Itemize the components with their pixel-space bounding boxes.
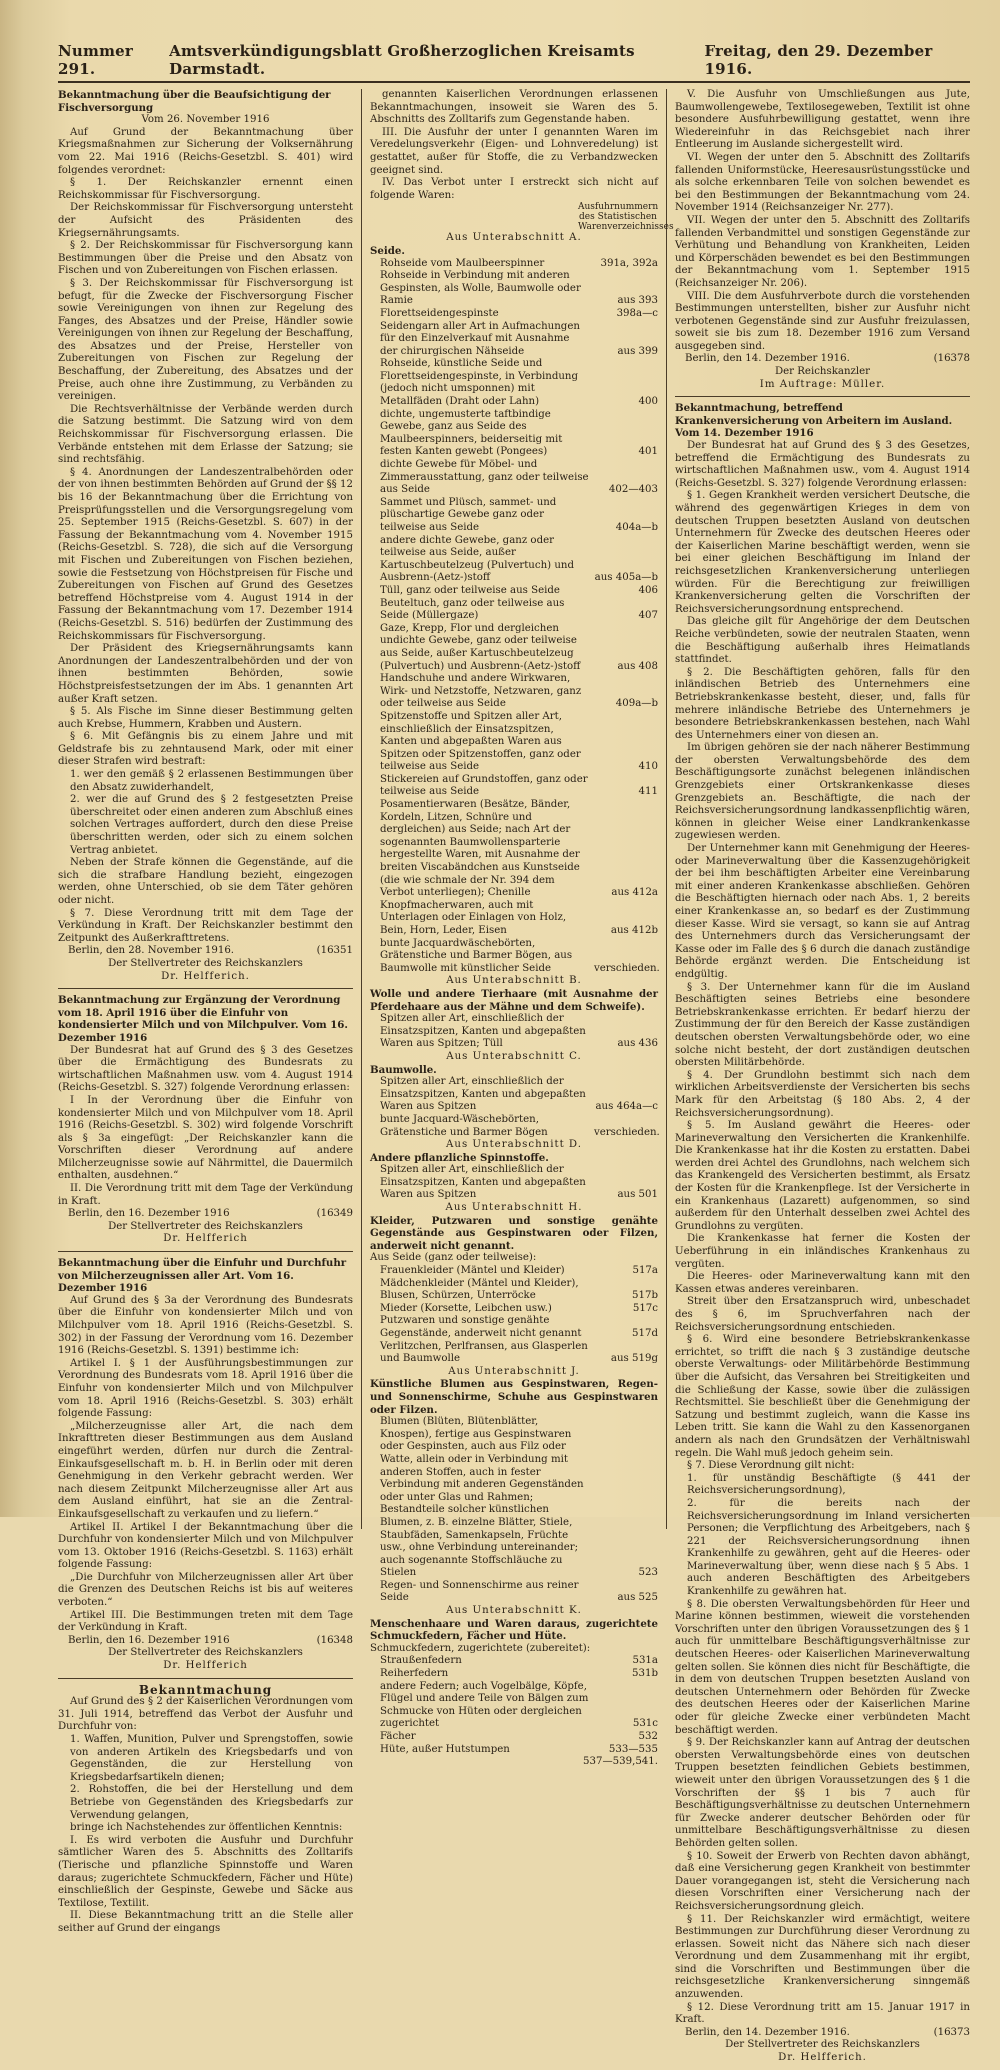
article-title: Bekanntmachung über die Einfuhr und Durchfuhr von Milcherzeugnissen aller Art. Vom 16. Dezember 1916 <box>58 1257 347 1295</box>
table-row <box>370 1076 658 1114</box>
table-row <box>370 1681 658 1731</box>
paragraph: Artikel II. Artikel I der Bekanntmachung über die Durchfuhr von kondensierter Milch und von Milchpulver vom 13. Oktober 1916 (Reichs-Gesetzbl. S. 1163) erhält folgende Fassung: <box>58 1521 353 1571</box>
signature-title: Der Reichskanzler <box>774 366 871 378</box>
item-description: dichte Gewebe für Möbel- und Zimmerausstattung, ganz oder teilweise aus Seide <box>380 459 589 496</box>
table-row <box>370 270 658 308</box>
item-description: bunte Jacquardwäschebörten, Grätenstiche und Barmer Bögen, aus Baumwolle mit künstlicher Seide <box>380 937 573 974</box>
table-row <box>370 598 658 623</box>
export-number: aus 501 <box>617 1189 658 1201</box>
table-row <box>370 1278 658 1303</box>
signature-title: Der Stellvertreter des Reichskanzlers <box>108 1220 303 1232</box>
table-row <box>370 1114 658 1139</box>
item-description: Gaze, Krepp, Flor und dergleichen undichte Gewebe, ganz oder teilweise aus Seide, außer Kartuschbeutelzeug (Pulvertuch) und Ausbrenn-(Aetz-)stoff <box>380 622 581 672</box>
paragraph: bringe ich Nachstehendes zur öffentlichen Kenntnis: <box>70 1822 343 1834</box>
export-number: aus 405a—b <box>594 572 658 584</box>
export-number: verschieden. <box>594 1126 660 1138</box>
table-row <box>370 711 658 774</box>
item-description: Rohseide in Verbindung mit anderen Gespinsten, als Wolle, Baumwolle oder Ramie <box>380 270 581 307</box>
gazette-title: Amtsverkündigungsblatt Großherzoglichen Kreisamts Darmstadt. <box>169 42 635 78</box>
paragraph: § 8. Die obersten Verwaltungsbehörden für Heer und Marine können bestimmen, wieweit die vorstehenden Vorschriften unter den übrigen Voraussetzungen des § 1 auch für unmittelbare Beschäftigungsverhältnisse zur deutschen Heeres- oder Kaiserlichen Marineverwaltung gelten sollen. Sie können dies nicht für Beschäftigte, die in dem von deutschen Truppen besetzten Ausland von deutschen Unternehmern oder Behörden für Zwecke des deutschen Heeres oder der Kaiserlichen Marine oder für gleiche Zwecke einer verbündeten Macht beschäftigt werden. <box>675 1598 970 1736</box>
column-2 <box>362 89 674 1768</box>
item-description: Reiherfedern <box>380 1668 449 1680</box>
column-3 <box>667 89 970 2064</box>
article-title: Bekanntmachung <box>138 1682 273 1697</box>
export-number: aus 412b <box>610 925 658 936</box>
paragraph: § 11. Der Reichskanzler wird ermächtigt, weitere Bestimmungen zur Durchführung dieser Verordnung zu erlassen. Soweit nicht das Nähere sich nach dieser Verordnung und dem Zusammenhang mit ihr ergibt, sind die Vorschriften und Bestimmungen über die reichsgesetzliche Krankenversicherung sinngemäß anzuwenden. <box>675 1913 970 2001</box>
paragraph: III. Die Ausfuhr der unter I genannten Waren im Veredelungsverkehr (Eigen- und Lohnveredelung) ist gestattet, außer für Stoffe, die zu Verbandzwecken geeignet sind. <box>370 126 658 176</box>
subgroup-heading: Schmuckfedern, zugerichtete (zubereitet): <box>370 1642 591 1654</box>
table-row <box>370 1580 658 1605</box>
table-row <box>370 321 658 359</box>
export-number: aus 519g <box>610 1353 658 1365</box>
table-row <box>370 1668 658 1681</box>
table-rows-feathers <box>370 1655 658 1756</box>
place-date-line <box>58 1208 353 1221</box>
item-description: Fächer <box>380 1731 416 1742</box>
export-number: 531b <box>632 1668 658 1680</box>
signature-name: Dr. Helfferich <box>163 1233 248 1245</box>
table-rows-wool <box>370 1013 658 1051</box>
export-number: 532 <box>638 1731 658 1742</box>
reference-number: (16373 <box>933 2026 970 2038</box>
paragraph: § 9. Der Reichskanzler kann auf Antrag der deutschen obersten Verwaltungsbehörde eines von deutschen Truppen besetzten feindlichen Gebiets bestimmen, wieweit unter den übrigen Voraussetzungen des § 1 die Vorschriften der §§ 1 bis 7 auch für Beschäftigungsverhältnisse zu deutschen Unternehmern für Zwecke anderer deutscher Behörden oder für unmittelbare Beschäftigungsverhältnisse zu diesen Behörden gelten sollen. <box>675 1737 970 1849</box>
item-description: Mieder (Korsette, Leibchen usw.) <box>380 1302 552 1314</box>
table-row <box>370 535 658 585</box>
table-row <box>370 1416 658 1580</box>
item-description: Mädchenkleider (Mäntel und Kleider), Blusen, Schürzen, Unterröcke <box>380 1277 579 1302</box>
export-number: 523 <box>638 1567 658 1579</box>
export-number: 411 <box>638 786 658 798</box>
paragraph: Der Präsident des Kriegsernährungsamts kann Anordnungen der Landeszentralbehörden und der von ihnen bestimmten Behörden, sowie Höchstpreisfestsetzungen der im Abs. 1 genannten Art außer Kraft setzen. <box>58 643 353 705</box>
table-row <box>370 673 658 711</box>
section-heading: Aus Unterabschnitt C. <box>446 1050 582 1062</box>
subgroup-heading: Aus Seide (ganz oder teilweise): <box>370 1252 537 1264</box>
article-date: Vom 26. November 1916 <box>141 114 270 126</box>
paragraph: § 7. Diese Verordnung gilt nicht: <box>687 1460 855 1472</box>
table-rows-plant-fibres <box>370 1164 658 1202</box>
goods-list <box>58 1734 353 1822</box>
paragraph: § 5. Im Ausland gewährt die Heeres- oder Marineverwaltung den Versicherten die Krankenhilfe. Die Krankenkasse hat ihr die Kosten zu erstatten. Dabei werden drei Achtel des Grundlohns, nach welchem sich das Krankengeld des Versicherten bestimmt, als Ersatz der Kosten für die Krankenpflege. Ist der Versicherte in ein Krankenhaus (Lazarett) aufgenommen, so sind außerdem für den Unterhalt desselben zwei Achtel des Grundlohns zu vergüten. <box>675 1120 970 1232</box>
item-description: Posamentierwaren (Besätze, Bänder, Kordeln, Litzen, Schnüre und dergleichen) aus Seide; nach Art der sogenannten Baumwollensparterie hergestellte Waren, mit Ausnahme der breiten Viscabändchen aus Kunstseide (die wie schmale der Nr. 394 dem Verbot unterliegen); Chenille <box>380 799 580 899</box>
item-description: Stickereien auf Grundstoffen, ganz oder teilweise aus Seide <box>380 773 588 798</box>
item-description: Knopfmacherwaren, auch mit Unterlagen oder Einlagen von Holz, Bein, Horn, Leder, Eisen <box>380 899 567 936</box>
paragraph: Streit über den Ersatzanspruch wird, unbeschadet des § 6, im Spruchverfahren nach der Reichsversicherungsordnung entschieden. <box>675 1296 970 1333</box>
paragraph: Der Reichskommissar für Fischversorgung untersteht der Aufsicht des Präsidenten des Kriegsernährungsamts. <box>58 202 353 239</box>
export-number: 517b <box>632 1290 658 1302</box>
table-row <box>370 1655 658 1668</box>
export-number: 401 <box>638 446 658 458</box>
list-item: 1. für unständig Beschäftigte (§ 441 der Reichsversicherungsordnung), <box>687 1472 970 1497</box>
paragraph: II. Die Verordnung tritt mit dem Tage der Verkündung in Kraft. <box>58 1183 353 1207</box>
paragraph: I In der Verordnung über die Einfuhr von kondensierter Milch und von Milchpulver vom 18. April 1916 (Reichs-Gesetzbl. S. 302) wird folgende Vorschrift als § 3a eingefügt: „Der Reichskanzler kann die Vorschriften dieser Verordnung auf andere Milcherzeugnisse sowie auf Nährmittel, die Dauermilch enthalten, ausdehnen.“ <box>58 1094 353 1182</box>
group-heading: Künstliche Blumen aus Gespinstwaren, Regen- und Sonnenschirme, Schuhe aus Gespinstwaren oder Filzen. <box>370 1378 658 1416</box>
issue-date: Freitag, den 29. Dezember 1916. <box>704 42 933 78</box>
paragraph: Artikel III. Die Bestimmungen treten mit dem Tage der Verkündung in Kraft. <box>58 1609 353 1634</box>
table-row <box>370 799 658 900</box>
table-row <box>370 459 658 497</box>
export-number: aus 412a <box>611 887 658 899</box>
export-number: aus 464a—c <box>595 1101 658 1113</box>
signature-name: Dr. Helfferich. <box>161 970 250 982</box>
paragraph: Die Heeres- oder Marineverwaltung kann mit den Kassen etwas anderes vereinbaren. <box>675 1271 970 1295</box>
paragraph: Auf Grund der Bekanntmachung über Kriegsmaßnahmen zur Sicherung der Volksernährung vom 22. Mai 1916 (Reichs-Gesetzbl. S. 401) wird folgendes verordnet: <box>58 126 353 176</box>
article-milk-products <box>58 1257 353 1679</box>
group-heading: Menschenhaare und Waren daraus, zugerichtete Schmuckfedern, Fächer und Hüte. <box>370 1617 658 1643</box>
table-row <box>370 409 658 459</box>
place-date-line <box>675 2027 970 2040</box>
table-row <box>370 1341 658 1366</box>
section-heading: Aus Unterabschnitt B. <box>446 975 582 987</box>
section-heading: Aus Unterabschnitt A. <box>446 232 582 244</box>
list-item: 2. wer die auf Grund des § 2 festgesetzten Preise überschreitet oder einen anderen zum Abschluß eines solchen Vertrages auffordert, durch den diese Preise überschritten werden, oder sich zu einem solchen Vertrag anbietet. <box>70 794 353 856</box>
penalty-list <box>58 769 353 857</box>
export-number: verschieden. <box>594 962 660 974</box>
column-1 <box>58 89 362 1934</box>
table-row <box>370 1744 658 1757</box>
paragraph: § 4. Der Grundlohn bestimmt sich nach dem wirklichen Arbeitsverdienste der Versicherten bis sechs Mark für den Arbeitstag (§ 180 Abs. 2, 4 der Reichsversicherungsordnung). <box>675 1069 970 1119</box>
item-description: Sammet und Plüsch, sammet- und plüschartige Gewebe ganz oder teilweise aus Seide <box>380 496 557 533</box>
export-number: 406 <box>638 584 658 596</box>
masthead <box>58 42 970 83</box>
table-row <box>370 258 658 271</box>
item-description: bunte Jacquard-Wäschebörten, Grätenstiche und Barmer Bögen <box>380 1113 548 1138</box>
section-heading: Aus Unterabschnitt K. <box>446 1605 582 1617</box>
section-heading: Aus Unterabschnitt J. <box>448 1365 580 1377</box>
table-row <box>370 1013 658 1051</box>
reference-number: (16378 <box>933 353 970 365</box>
last-number: 537—539,541. <box>583 1756 658 1768</box>
item-description: Verlitzchen, Perlfransen, aus Glasperlen und Baumwolle <box>380 1340 588 1365</box>
paragraph: Auf Grund des § 3a der Verordnung des Bundesrats über die Einfuhr von kondensierter Milch und von Milchpulver vom 18. April 1916 (Reichs-Gesetzbl. S. 302) in der Fassung der Verordnung vom 16. Dezember 1916 (Reichs-Gesetzbl. S. 1391) bestimme ich: <box>58 1294 353 1357</box>
place-date: Berlin, den 14. Dezember 1916. <box>685 353 850 365</box>
export-number: 517a <box>632 1265 658 1277</box>
paragraph: VIII. Die dem Ausfuhrverbote durch die vorstehenden Bestimmungen unterstellten, bisher zur Ausfuhr nicht verbotenen Gegenstände sind zur Ausfuhr freizulassen, soweit sie bis zum 18. Dezember 1916 zum Versand ausgegeben sind. <box>675 290 970 352</box>
paragraph: Die Rechtsverhältnisse der Verbände werden durch die Satzung bestimmt. Die Satzung wird von dem Reichskommissar für Fischversorgung erlassen. Die Verbände entstehen mit dem Erlasse der Satzung; sie sind rechtsfähig. <box>58 403 353 466</box>
list-item: 2. Rohstoffen, die bei der Herstellung und dem Betriebe von Gegenständen des Kriegsbedarfs zur Verwendung gelangen, <box>70 1784 353 1821</box>
signature-title: Der Stellvertreter des Reichskanzlers <box>725 2039 920 2051</box>
article-condensed-milk <box>58 994 353 1252</box>
signature-title: Der Stellvertreter des Reichskanzlers <box>108 1647 303 1659</box>
reference-number: (16351 <box>316 945 353 957</box>
signature-name: Im Auftrage: Müller. <box>759 378 886 390</box>
export-number: aus 436 <box>617 1038 658 1050</box>
item-description: Handschuhe und andere Wirkwaren, Wirk- und Netzstoffe, Netzwaren, ganz oder teilweise aus Seide <box>380 673 582 710</box>
paragraph: Der Unternehmer kann mit Genehmigung der Heeres- oder Marineverwaltung über die Kassenzugehörigkeit der bei ihm beschäftigten Arbeiter eine Vereinbarung mit einer anderen Krankenkasse abschließen. Gehören die Beschäftigten hiernach oder nach Abs. 1, 2 bereits einer Krankenkasse an, so bedarf es der Zustimmung dieser Kasse. Wird sie versagt, so kann sie auf Antrag des Unternehmers durch das Versicherungsamt der Kasse oder im Falle des § 6 durch die danach zuständige Behörde ergänzt werden. Die Entscheidung ist endgültig. <box>675 843 970 980</box>
paragraph: Artikel I. § 1 der Ausführungsbestimmungen zur Verordnung des Bundesrats vom 18. April 1916 über die Einfuhr von kondensierter Milch und von Milchpulver vom 18. April 1916 (Reichs-Gesetzbl. S. 303) erhält folgende Fassung: <box>58 1357 353 1420</box>
paragraph: § 1. Der Reichskanzler ernennt einen Reichskommissar für Fischversorgung. <box>58 177 353 201</box>
table-rows-silk <box>370 258 658 976</box>
item-description: Seidengarn aller Art in Aufmachungen für den Einzelverkauf mit Ausnahme der chirurgischen Nähseide <box>380 320 580 357</box>
article-title: Bekanntmachung zur Ergänzung der Verordnung vom 18. April 1916 über die Einfuhr von kondensierter Milch und von Milchpulver. Vom 16. Dezember 1916 <box>58 994 348 1044</box>
export-number: aus 393 <box>617 295 658 307</box>
export-number: 407 <box>638 610 658 622</box>
paragraph: § 3. Der Unternehmer kann für die im Ausland Beschäftigten seines Betriebs eine besondere Betriebskrankenkasse errichten. Er bedarf hierzu der Zustimmung der für den Bereich der Kasse zuständigen deutschen obersten Verwaltungsbehörde oder, wo eine solche nicht besteht, der dort zuständigen deutschen obersten Militärbehörde. <box>675 981 970 1069</box>
article-export-ban-cont <box>675 89 970 397</box>
paragraph: § 3. Der Reichskommissar für Fischversorgung ist befugt, für die Zwecke der Fischversorgung Fischer sowie Vereinigungen von ihnen zur Regelung des Fanges, des Absatzes und der Preise, Händler sowie Vereinigungen von ihnen zur Regelung der Beschaffung, des Absatzes und der Preise, Hersteller von Zubereitungen von Fischen zur Regelung der Beschaffung, der Zubereitung, des Absatzes und der Preise, auch ohne ihre Zustimmung, zu Verbänden zu vereinigen. <box>58 277 353 403</box>
item-description: andere dichte Gewebe, ganz oder teilweise aus Seide, außer Kartuschbeutelzeug (Pulvertuch) und Ausbrenn-(Aetz-)stoff <box>380 534 574 584</box>
item-description: Tüll, ganz oder teilweise aus Seide <box>380 584 560 596</box>
place-date: Berlin, den 28. November 1916. <box>68 945 235 957</box>
table-row <box>370 1315 658 1340</box>
article-fish-supply <box>58 89 353 989</box>
reference-number: (16348 <box>316 1634 353 1646</box>
list-item: 1. wer den gemäß § 2 erlassenen Bestimmungen über den Absatz zuwiderhandelt, <box>70 769 353 793</box>
article-health-insurance <box>675 402 970 2069</box>
table-row <box>370 1265 658 1278</box>
export-number: 404a—b <box>615 522 658 533</box>
paragraph: § 1. Gegen Krankheit werden versichert Deutsche, die während des gegenwärtigen Krieges in dem von deutschen Truppen besetzten Ausland von deutschen Unternehmern für Zwecke des deutschen Heeres oder der Kaiserlichen Marine beschäftigt werden, wenn sie bei einer gleichen Beschäftigung im Inland der reichsgesetzlichen Krankenversicherung unterliegen würden. Für die Berechtigung zur freiwilligen Krankenversicherung gelten die Vorschriften der Reichsversicherungsordnung entsprechend. <box>675 490 970 615</box>
paragraph: § 6. Wird eine besondere Betriebskrankenkasse errichtet, so trifft die nach § 3 zuständige deutsche oberste Verwaltungs- oder Militärbehörde Bestimmung über die Aufsicht, das Versahren bei Streitigkeiten und die Schließung der Kasse, sowie über die zulässigen Rechtsmittel. Sie beschließt über die Genehmigung der Satzung und bestimmt zugleich, wann die Kasse ins Leben tritt. Sie kann die Wahl zu den Kassenorganen andern als nach den Grundsätzen der Verhältniswahl regeln. Die Wahl muß jedoch geheim sein. <box>675 1334 970 1459</box>
place-date-line <box>58 945 353 958</box>
paragraph: § 6. Mit Gefängnis bis zu einem Jahre und mit Geldstrafe bis zu zehntausend Mark, oder mit einer dieser Strafen wird bestraft: <box>58 731 353 768</box>
table-row <box>370 1731 658 1744</box>
group-heading: Baumwolle. <box>370 1063 437 1076</box>
signature-title: Der Stellvertreter des Reichskanzlers <box>108 957 303 969</box>
item-description: Spitzenstoffe und Spitzen aller Art, einschließlich der Einsatzspitzen, Kanten und abgepaßten Waren aus Spitzen oder Spitzenstoffen, ganz oder teilweise aus Seide <box>380 710 581 773</box>
table-row <box>370 585 658 598</box>
paragraph: § 5. Als Fische im Sinne dieser Bestimmung gelten auch Krebse, Hummern, Krabben und Austern. <box>58 706 353 730</box>
export-number: 517c <box>632 1302 658 1314</box>
list-item: 2. für die bereits nach der Reichsversicherungsordnung im Inland versicherten Personen; die Verpflichtung des Arbeitgebers, nach § 221 der Reichsversicherungsordnung ihnen Krankenhilfe zu gewähren, geht auf die Heeres- oder Marineverwaltung über, wenn diese nach § 5 Abs. 1 auch anderen Beschäftigten des Arbeitgebers Krankenhilfe zu gewähren hat. <box>687 1497 970 1598</box>
item-description: andere Federn; auch Vogelbälge, Köpfe, Flügel und andere Teile von Bälgen zum Schmucke von Hüten oder dergleichen zugerichtet <box>380 1680 589 1730</box>
paragraph: § 4. Anordnungen der Landeszentralbehörden oder der von ihnen bestimmten Behörden auf Grund der §§ 12 bis 16 der Bekanntmachung über die Errichtung von Preisprüfungsstellen und die Versorgungsregelung vom 25. September 1915 (Reichs-Gesetzbl. S. 607) in der Fassung der Bekanntmachung vom 4. November 1915 (Reichs-Gesetzbl. S. 728), die sich auf die Versorgung mit Fischen und Zubereitungen von Fischen beziehen, sowie die Festsetzung von Höchstpreisen für Fische und Zubereitungen von Fischen auf Grund des Gesetzes betreffend Höchstpreise vom 4. August 1914 in der Fassung der Bekanntmachung vom 17. Dezember 1914 (Reichs-Gesetzbl. S. 516) bedürfen der Zustimmung des Reichskommissars für Fischversorgung. <box>58 466 353 642</box>
group-heading: Kleider, Putzwaren und sonstige genähte Gegenstände aus Gespinstwaren oder Filzen, anderweit nicht genannt. <box>370 1214 658 1252</box>
item-description: Rohseide vom Maulbeerspinner <box>380 257 545 269</box>
paragraph: Die Krankenkasse hat ferner die Kosten der Ueberführung in ein inländisches Krankenhaus zu vergüten. <box>675 1233 970 1270</box>
table-row <box>370 358 658 408</box>
group-heading: Wolle und andere Tierhaare (mit Ausnahme der Pferdehaare aus der Mähne und dem Schweife). <box>370 987 658 1013</box>
item-description: Florettseidengespinste <box>380 307 499 319</box>
paragraph: II. Diese Bekanntmachung tritt an die Stelle aller seither auf Grund der eingangs <box>58 1910 353 1934</box>
signature-name: Dr. Helfferich <box>163 1660 248 1672</box>
signature-name: Dr. Helfferich. <box>778 2052 867 2064</box>
paragraph: § 10. Soweit der Erwerb von Rechten davon abhängt, daß eine Versicherung gegen Krankheit von bestimmter Dauer vorangegangen ist, steht die Versicherung nach diesen Vorschriften einer Versicherung nach der Reichsversicherungsordnung gleich. <box>675 1850 970 1912</box>
paragraph: VI. Wegen der unter den 5. Abschnitt des Zolltarifs fallenden Uniformstücke, Heeresausrüstungsstücke und als solche erkennbaren Teile von solchen bewendet es bei den Bestimmungen der Bekanntmachung vom 24. November 1914 (Reichsanzeiger Nr. 277). <box>675 151 970 214</box>
place-date-line <box>675 353 970 366</box>
export-number: 400 <box>638 396 658 408</box>
item-description: Straußenfedern <box>380 1655 462 1667</box>
export-number: 531c <box>632 1718 658 1730</box>
paragraph: VII. Wegen der unter den 5. Abschnitt des Zolltarifs fallenden Verbandmittel und sonstigen Gegenstände zur Verhütung und Behandlung von Krankheiten, Leiden und Körperschäden bewendet es bei den Bestimmungen der Bekanntmachung vom 1. September 1915 (Reichsanzeiger Nr. 206). <box>675 214 970 289</box>
table-rows-flowers <box>370 1416 658 1605</box>
export-number-header: Ausfuhrnummern des Statistischen Warenverzeichnisses <box>578 202 674 233</box>
export-number: 531a <box>632 1655 658 1667</box>
item-description: Beuteltuch, ganz oder teilweise aus Seide (Müllergaze) <box>380 597 565 622</box>
table-row <box>370 1164 658 1202</box>
article-title: Bekanntmachung, betreffend Krankenversicherung von Arbeitern im Ausland. Vom 14. Dezember 1916 <box>675 402 953 440</box>
export-number: aus 408 <box>617 660 658 672</box>
table-row <box>370 308 658 321</box>
paragraph: genannten Kaiserlichen Verordnungen erlassenen Bekanntmachungen, insoweit sie Waren des 5. Abschnitts des Zolltarifs zum Gegenstande haben. <box>370 89 658 126</box>
item-description: Frauenkleider (Mäntel und Kleider) <box>380 1265 565 1277</box>
item-description: Spitzen aller Art, einschließlich der Einsatzspitzen, Kanten und abgepaßten Waren aus Spitzen <box>380 1164 586 1201</box>
paragraph: § 2. Die Beschäftigten gehören, falls für den inländischen Betrieb des Unternehmers eine Betriebskrankenkasse besteht, dieser, und, falls für mehrere inländische Betriebe des Unternehmers je besondere Betriebskrankenkassen bestehen, nach Wahl des Unternehmers einer von diesen an. <box>675 666 970 741</box>
article-export-ban <box>58 1684 353 1941</box>
export-number: 402—403 <box>608 484 658 496</box>
export-number: 391a, 392a <box>600 257 658 269</box>
paragraph: Neben der Strafe können die Gegenstände, auf die sich die strafbare Handlung bezieht, eingezogen werden, ohne Unterschied, ob sie dem Täter gehören oder nicht. <box>58 857 353 906</box>
export-number: aus 525 <box>617 1592 658 1604</box>
paragraph: Das gleiche gilt für Angehörige der dem Deutschen Reiche verbündeten, sowie der neutralen Staaten, wenn die Beschäftigung außerhalb ihres Heimatlands stattfindet. <box>675 616 970 666</box>
paragraph: V. Die Ausfuhr von Umschließungen aus Jute, Baumwollengewebe, Textilosegeweben, Textilit ist ohne besondere Ausfuhrbewilligung gestattet, wenn ihre Wiedereinfuhr in das Reichsgebiet nach ihrer Entleerung im Auslande sichergestellt wird. <box>675 89 970 151</box>
export-number: aus 399 <box>617 345 658 357</box>
columns <box>58 89 970 2064</box>
item-description: Spitzen aller Art, einschließlich der Einsatzspitzen, Kanten und abgepaßten Waren aus Spitzen <box>380 1076 586 1113</box>
table-row <box>370 497 658 535</box>
group-heading: Seide. <box>370 244 405 257</box>
table-rows-cotton <box>370 1076 658 1139</box>
item-description: Putzwaren und sonstige genähte Gegenstände, anderweit nicht genannt <box>380 1315 582 1339</box>
export-number: 409a—b <box>615 698 658 710</box>
place-date-line <box>58 1635 353 1648</box>
paragraph: „Die Durchfuhr von Milcherzeugnissen aller Art über die Grenzen des Deutschen Reichs ist bis auf weiteres verboten.“ <box>58 1571 353 1609</box>
paragraph: § 7. Diese Verordnung tritt mit dem Tage der Verkündung in Kraft. Der Reichskanzler bestimmt den Zeitpunkt des Außerkrafttretens. <box>58 907 353 944</box>
table-row <box>370 900 658 938</box>
table-row <box>370 938 658 976</box>
place-date: Berlin, den 16. Dezember 1916 <box>68 1634 230 1646</box>
table-rows-clothing <box>370 1265 658 1366</box>
section-heading: Aus Unterabschnitt D. <box>446 1139 582 1151</box>
reference-number: (16349 <box>316 1208 353 1220</box>
item-description: Rohseide, künstliche Seide und Florettseidengespinste, in Verbindung (jedoch nicht umsponnen) mit Metallfäden (Draht oder Lahn) <box>380 358 579 408</box>
paragraph: Der Bundesrat hat auf Grund des § 3 des Gesetzes, betreffend die Ermächtigung des Bundesrats zu wirtschaftlichen Maßnahmen usw., vom 4. August 1914 (Reichs-Gesetzbl. S. 327) folgende Verordnung erlassen: <box>675 440 970 489</box>
exception-list <box>675 1473 970 1599</box>
issue-number: Nummer 291. <box>58 42 134 78</box>
place-date: Berlin, den 14. Dezember 1916. <box>685 2026 850 2038</box>
export-number: 410 <box>638 761 658 773</box>
table-row <box>370 1303 658 1316</box>
paragraph: Auf Grund des § 2 der Kaiserlichen Verordnungen vom 31. Juli 1914, betreffend das Verbot der Ausfuhr und Durchfuhr von: <box>58 1696 353 1733</box>
article-title: Bekanntmachung über die Beaufsichtigung der Fischversorgung <box>58 89 331 114</box>
table-header <box>370 202 674 233</box>
item-description: dichte, ungemusterte taftbindige Gewebe, ganz aus Seide des Maulbeerspinners, beiderseitig mit festen Kanten gewebt (Pongees) <box>380 408 563 458</box>
export-number: 517d <box>632 1328 658 1339</box>
paragraph: I. Es wird verboten die Ausfuhr und Durchfuhr sämtlicher Waren des 5. Abschnitts des Zolltarifs (Tierische und pflanzliche Spinnstoffe und Waren daraus; zugerichtete Schmuckfedern, Fächer und Hüte) einschließlich der Gespinste, Gewebe und Säcke aus Textilose, Textilit. <box>58 1834 353 1909</box>
table-row <box>370 623 658 673</box>
list-item: 1. Waffen, Munition, Pulver und Sprengstoffen, sowie von anderen Artikeln des Kriegsbedarfs und von Gegenständen, die zur Herstellung von Kriegsbedarfsartikeln dienen; <box>70 1734 353 1783</box>
paragraph: § 2. Der Reichskommissar für Fischversorgung kann Bestimmungen über die Preise und den Absatz von Fischen und von Zubereitungen von Fischen erlassen. <box>58 240 353 277</box>
item-description: Spitzen aller Art, einschließlich der Einsatzspitzen, Kanten und abgepaßten Waren aus Spitzen; Tüll <box>380 1013 586 1050</box>
table-row <box>370 774 658 799</box>
group-heading: Andere pflanzliche Spinnstoffe. <box>370 1151 549 1164</box>
item-description: Hüte, außer Hutstumpen <box>380 1743 510 1755</box>
place-date: Berlin, den 16. Dezember 1916 <box>68 1208 230 1220</box>
paragraph: IV. Das Verbot unter I erstreckt sich nicht auf folgende Waren: <box>370 177 658 201</box>
item-description: Regen- und Sonnenschirme aus reiner Seide <box>380 1579 579 1604</box>
paragraph: Der Bundesrat hat auf Grund des § 3 des Gesetzes über die Ermächtigung des Bundesrats zu wirtschaftlichen Maßnahmen usw. vom 4. August 1914 (Reichs-Gesetzbl. S. 327) folgende Verordnung erlassen: <box>58 1044 353 1094</box>
section-heading: Aus Unterabschnitt H. <box>445 1202 583 1214</box>
paragraph: „Milcherzeugnisse aller Art, die nach dem Inkrafttreten dieser Bestimmungen aus dem Ausland eingeführt werden, dürfen nur durch die Zentral-Einkaufsgesellschaft m. b. H. in Berlin oder mit deren Genehmigung in den Verkehr gebracht werden. Wer nach diesem Zeitpunkt Milcherzeugnisse aller Art aus dem Ausland einführt, hat sie an die Zentral-Einkaufsgesellschaft zu verkaufen und zu liefern.“ <box>58 1420 353 1520</box>
export-number: 533—535 <box>608 1743 658 1755</box>
export-number: 398a—c <box>616 307 658 319</box>
paragraph: § 12. Diese Verordnung tritt am 15. Januar 1917 in Kraft. <box>675 2001 970 2026</box>
paragraph: Im übrigen gehören sie der nach näherer Bestimmung der obersten Verwaltungsbehörde des dem Beschäftigungsorte zunächst belegenen inländischen Grenzgebiets einer Ortskrankenkasse dieses Grenzgebiets an. Beschäftigte, die nach der Reichsversicherungsordnung landkassenpflichtig wären, können in gleicher Weise einer Landkrankenkasse zugewiesen werden. <box>675 742 970 842</box>
item-description: Blumen (Blüten, Blütenblätter, Knospen), fertige aus Gespinstwaren oder Gespinsten, auch aus Filz oder Watte, allein oder in Verbindung mit anderen Stoffen, auch in fester Verbindung mit anderen Gegenständen oder unter Glas und Rahmen; Bestandteile solcher künstlichen Blumen, z. B. einzelne Blätter, Stiele, Staubfäden, Samenkapseln, Früchte usw., ohne Verbindung untereinander; auch sogenannte Stoffschläuche zu Stielen <box>380 1416 584 1579</box>
